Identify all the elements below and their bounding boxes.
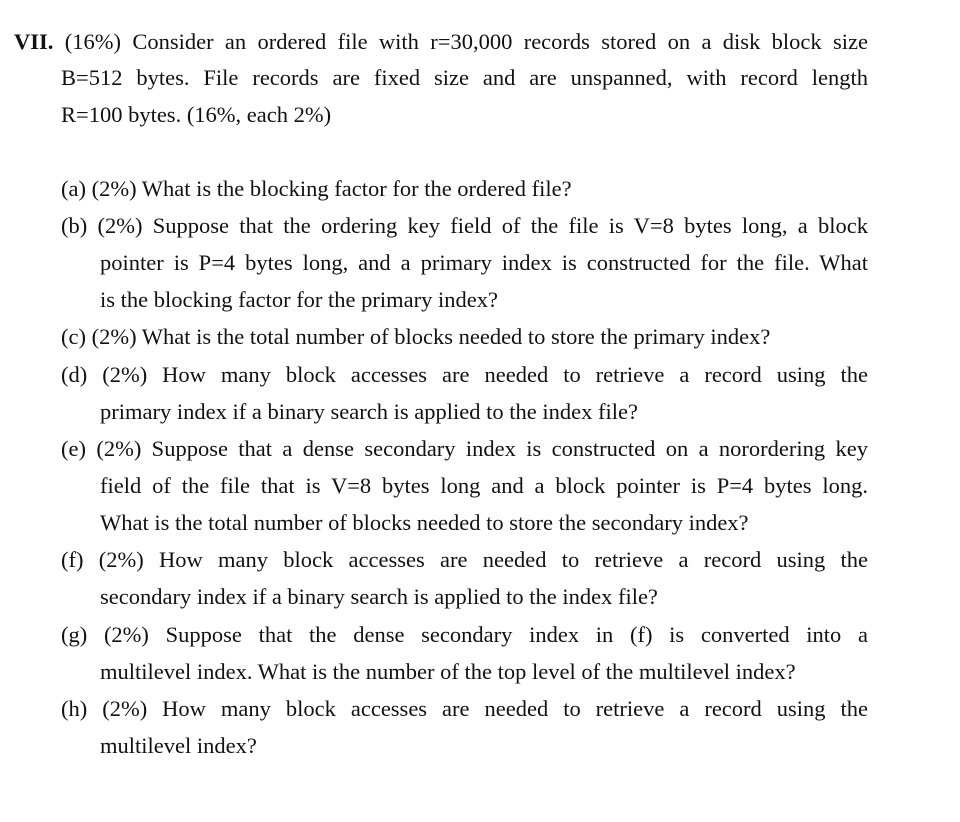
- part-h-line-2: multilevel index?: [100, 733, 257, 758]
- question-header-line-3: R=100 bytes. (16%, each 2%): [61, 102, 332, 127]
- question-header-text-1: (16%) Consider an ordered file with r=30,000 records stored on a disk block size: [64, 29, 868, 54]
- part-e-line-1: (e) (2%) Suppose that a dense secondary index is constructed on a norordering key: [61, 436, 868, 461]
- part-a-line-1: (a) (2%) What is the blocking factor for the ordered file?: [61, 176, 572, 201]
- part-h-line-1: (h) (2%) How many block accesses are needed to retrieve a record using the: [61, 696, 868, 721]
- part-e-line-2: field of the file that is V=8 bytes long and a block pointer is P=4 bytes long.: [100, 473, 868, 498]
- part-d-line-2: primary index if a binary search is applied to the index file?: [100, 399, 638, 424]
- part-b-line-2: pointer is P=4 bytes long, and a primary index is constructed for the file. What: [100, 250, 868, 275]
- part-g-line-1: (g) (2%) Suppose that the dense secondary index in (f) is converted into a: [61, 622, 868, 647]
- part-f-line-1: (f) (2%) How many block accesses are needed to retrieve a record using the: [61, 547, 868, 572]
- part-c-line-1: (c) (2%) What is the total number of blocks needed to store the primary index?: [61, 324, 771, 349]
- part-d-line-1: (d) (2%) How many block accesses are needed to retrieve a record using the: [61, 362, 868, 387]
- question-header-line-1: [14, 28, 868, 56]
- part-b-line-3: is the blocking factor for the primary index?: [100, 287, 498, 312]
- part-g-line-2: multilevel index. What is the number of the top level of the multilevel index?: [100, 659, 796, 684]
- part-b-line-1: (b) (2%) Suppose that the ordering key field of the file is V=8 bytes long, a block: [61, 213, 868, 238]
- part-f-line-2: secondary index if a binary search is applied to the index file?: [100, 584, 658, 609]
- question-header-line-2: B=512 bytes. File records are fixed size and are unspanned, with record length: [61, 65, 868, 90]
- part-e-line-3: What is the total number of blocks needed to store the secondary index?: [100, 510, 749, 535]
- question-number: VII.: [14, 29, 54, 54]
